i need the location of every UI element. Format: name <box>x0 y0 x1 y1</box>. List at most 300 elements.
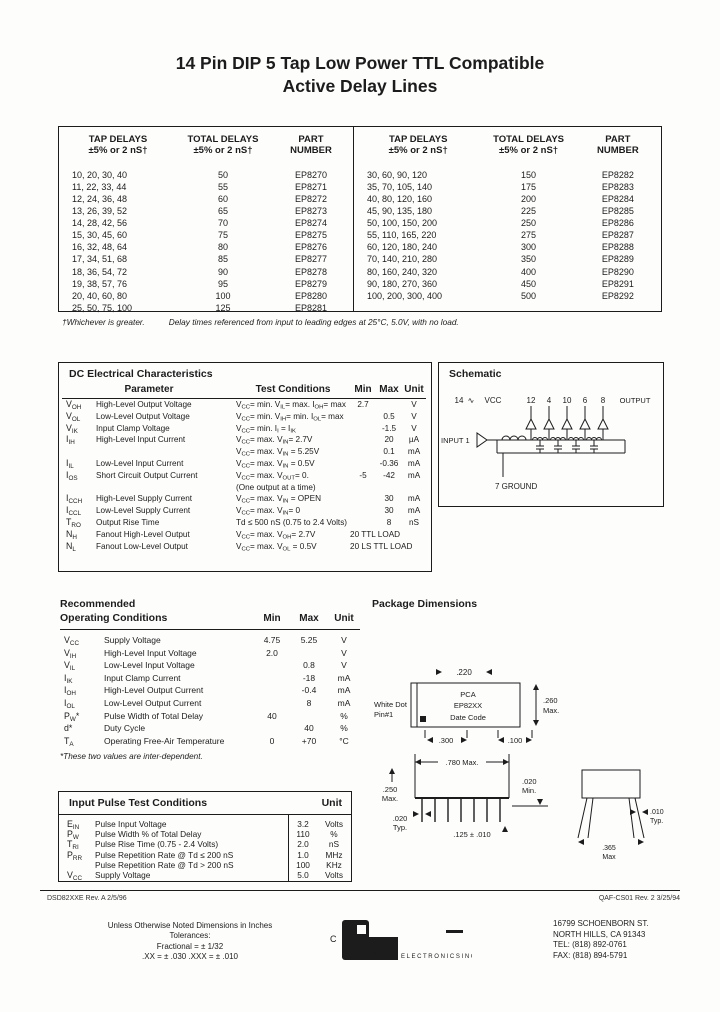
table-cell <box>62 482 96 494</box>
table-cell: Supply Voltage <box>104 635 161 645</box>
table-cell: 100 <box>215 290 231 301</box>
dim-standoff: .020 <box>522 777 537 786</box>
table-cell: mA <box>337 697 351 708</box>
table-cell: $N_H$ <box>66 528 77 541</box>
table-row <box>62 423 426 435</box>
table-cell <box>254 659 290 672</box>
ground-label: 7 GROUND <box>495 482 538 491</box>
schematic-panel <box>438 362 664 507</box>
table-cell: 225 <box>521 206 537 217</box>
table-cell: 2.7 <box>357 400 369 409</box>
table-cell <box>96 482 236 494</box>
table-row <box>62 446 426 458</box>
table-cell: 95 <box>217 278 228 289</box>
table-row <box>63 850 347 860</box>
logo-dash <box>446 930 463 933</box>
table-cell: 5.0 <box>297 870 309 881</box>
table-cell: 35, 70, 105, 140 <box>367 181 433 192</box>
table-cell: -1.5 <box>381 423 397 433</box>
logo-ca-text: CA <box>364 941 389 960</box>
rec-footnote: *These two values are inter-dependent. <box>60 752 203 761</box>
table-cell <box>350 411 376 423</box>
table-row <box>60 647 360 660</box>
table-cell: $I_{IH}$ <box>66 434 75 447</box>
dc-table <box>62 384 426 552</box>
doc-number-right: QAF-CS01 Rev. 2 3/25/94 <box>598 895 680 902</box>
table-cell: Pulse Width of Total Delay <box>104 710 204 721</box>
dim-body-height: .250 <box>382 785 398 794</box>
table-cell: mA <box>407 447 421 457</box>
table-cell: mA <box>337 672 351 683</box>
dim-length: .780 Max. <box>445 758 479 767</box>
table-cell: d* <box>64 723 73 734</box>
table-cell: V <box>411 400 417 409</box>
table-cell: EP8271 <box>294 181 328 192</box>
table-cell: EP8270 <box>294 169 328 180</box>
table-cell: EP8286 <box>601 218 634 229</box>
table-cell <box>350 505 376 517</box>
footnote-dagger: †Whichever is greater. <box>62 317 145 327</box>
table-cell: $V_{CC}= \max$. $V_{OUT}= 0$. <box>236 470 309 482</box>
col-header-min: Min <box>350 384 376 399</box>
table-row <box>62 434 426 446</box>
table-row <box>354 278 661 290</box>
table-cell <box>350 434 376 446</box>
table-cell: 16, 32, 48, 64 <box>72 242 128 253</box>
table-cell: 70, 140, 210, 280 <box>367 254 438 265</box>
table-cell: Low-Level Output Current <box>104 697 202 708</box>
table-cell: EP8288 <box>601 242 634 253</box>
table-cell: 275 <box>521 230 537 241</box>
table-cell: $V_{CC}= \max$. $V_{OH}= 2.7V$ <box>236 529 316 541</box>
table-row <box>59 193 353 205</box>
table-cell <box>376 482 402 494</box>
table-cell <box>254 672 290 685</box>
table-cell <box>350 423 376 435</box>
table-cell: $V_{IL}$ <box>64 660 76 672</box>
table-cell: Supply Voltage <box>95 870 151 881</box>
table-row <box>354 181 661 193</box>
table-cell: $P_{RR}$ <box>67 849 83 862</box>
col-header-unit: Unit <box>321 797 342 809</box>
vcc-label: VCC <box>484 396 502 405</box>
table-cell: High-Level Output Voltage <box>96 400 192 409</box>
table-cell <box>96 446 236 458</box>
table-cell: $T_{RI}$ <box>67 839 79 852</box>
table-row <box>59 266 353 278</box>
table-cell: V <box>411 411 417 421</box>
table-row <box>62 517 426 529</box>
input-label: INPUT 1 <box>441 436 470 445</box>
table-row <box>354 266 661 278</box>
table-cell: 150 <box>521 169 537 180</box>
table-cell: EP8273 <box>294 206 328 217</box>
table-cell: Low-Level Input Current <box>96 458 184 468</box>
table-row <box>60 684 360 697</box>
table-cell <box>254 697 290 710</box>
table-row <box>354 169 661 181</box>
package-drawing <box>372 614 672 890</box>
pkg-marking-line1: PCA <box>460 690 476 699</box>
table-row <box>62 470 426 482</box>
table-row <box>59 229 353 241</box>
table-row <box>59 253 353 265</box>
schematic-title: Schematic <box>449 368 502 380</box>
input-pulse-test-conditions-panel <box>58 791 352 882</box>
tap-pin-label: 8 <box>600 396 606 405</box>
table-cell: +70 <box>301 735 317 746</box>
table-cell: 175 <box>521 181 537 192</box>
table-row <box>60 634 360 647</box>
table-cell: $V_{CC}= \min$. $I_I = I_{IK}$ <box>236 423 296 435</box>
table-cell: 90 <box>217 266 228 277</box>
table-cell: $N_L$ <box>66 540 76 553</box>
table-cell: 0.1 <box>383 447 395 457</box>
table-cell: 55, 110, 165, 220 <box>367 230 437 241</box>
table-cell: -42 <box>383 470 395 480</box>
part-selection-tables <box>58 126 662 312</box>
table-row <box>354 290 661 302</box>
table-cell: 60, 120, 180, 240 <box>367 242 438 253</box>
table-row <box>62 458 426 470</box>
table-cell: 200 <box>521 193 537 204</box>
pin1-label-line1: White Dot <box>374 700 407 709</box>
tolerance-note: Unless Otherwise Noted Dimensions in Inches Tolerances: Fractional = ± 1/32 .XX = ± .030 .XXX = ± .010 <box>107 921 273 962</box>
table-cell: Input Clamp Voltage <box>96 423 170 433</box>
table-cell: $E_{IN}$ <box>67 819 80 831</box>
col-header-test-conditions: Test Conditions <box>236 384 350 399</box>
table-cell: $V_{CC}= \min$. $V_{IL}= \max$. $I_{OH}= \max$ <box>236 400 346 411</box>
table-cell: 3.2 <box>297 819 309 829</box>
table-row <box>59 302 353 314</box>
table-cell: 20 TTL LOAD <box>350 529 401 539</box>
recommended-operating-conditions-panel <box>60 597 360 747</box>
table-cell: 8 <box>386 517 392 527</box>
table-cell: EP8291 <box>601 278 634 289</box>
tap-pin-label: 10 <box>562 396 572 405</box>
table-row <box>59 290 353 302</box>
table-row <box>354 193 661 205</box>
table-cell: $V_{IH}$ <box>64 647 77 660</box>
table-cell <box>402 529 426 541</box>
table-cell: 8 <box>306 697 312 708</box>
table-cell: °C <box>339 735 349 746</box>
col-header-min: Min <box>263 613 281 624</box>
schematic-drawing <box>439 389 663 501</box>
header-rule <box>59 814 351 815</box>
table-cell: $I_{OL}$ <box>64 697 75 710</box>
table-cell: nS <box>328 839 340 850</box>
table-cell: -5 <box>359 470 367 480</box>
table-cell: Output Rise Time <box>96 517 160 527</box>
table-row <box>59 205 353 217</box>
dim-lead-width-qual: Typ. <box>392 823 408 832</box>
table-cell: mA <box>407 470 421 480</box>
table-cell: MHz <box>325 849 343 860</box>
tap-pin-label: 6 <box>582 396 588 405</box>
table-cell: Volts <box>325 819 343 829</box>
table-cell: $V_{CC}= \max$. $V_{IN}= 0$ <box>236 506 301 517</box>
col-header-max: Max <box>299 613 319 624</box>
table-cell: Pulse Input Voltage <box>95 819 167 829</box>
table-row <box>62 529 426 541</box>
table-cell: 5.25 <box>300 635 318 645</box>
table-row <box>62 411 426 423</box>
rec-section-title: Recommended Operating Conditions <box>60 598 168 625</box>
delay-table-header <box>354 130 661 169</box>
footnote-text: Delay times referenced from input to leading edges at 25°C, 5.0V, with no load. <box>168 317 459 327</box>
table-row <box>60 710 360 723</box>
table-cell: mA <box>337 685 351 696</box>
col-header-tap-delays: TAP DELAYS ±5% or 2 nS† <box>88 134 148 157</box>
table-cell: % <box>340 710 348 721</box>
table-cell: 100, 200, 300, 400 <box>367 290 443 301</box>
table-cell: 40 <box>304 723 314 734</box>
table-cell: $V_{CC}= \max$. $V_{IN}= 2.7V$ <box>236 435 313 447</box>
pkg-marking-line3: Date Code <box>450 713 486 722</box>
dim-lead-thickness: .010 <box>650 809 664 816</box>
table-row <box>62 482 426 494</box>
copyright-mark: C <box>330 934 337 944</box>
table-cell <box>254 684 290 697</box>
table-cell: 80 <box>217 242 228 253</box>
doc-number-left: DSD82XXE Rev. A 2/5/96 <box>47 895 127 902</box>
capacitor-symbols <box>536 440 598 453</box>
dim-lead-width: .020 <box>392 814 408 823</box>
table-cell: EP8284 <box>601 193 634 204</box>
dc-section-title: DC Electrical Characteristics <box>69 368 213 380</box>
col-header-part-number: PART NUMBER <box>597 134 639 157</box>
table-cell: 25, 50, 75, 100 <box>72 302 133 313</box>
col-header-part-number: PART NUMBER <box>290 134 332 157</box>
table-cell: mA <box>407 458 421 468</box>
table-cell: Duty Cycle <box>104 723 146 734</box>
table-cell: $P_W$ <box>67 829 79 841</box>
dim-lead-length: .125 ± .010 <box>453 830 491 839</box>
table-cell: V <box>341 635 347 645</box>
table-cell: 30 <box>384 506 394 516</box>
col-header-total-delays: TOTAL DELAYS ±5% or 2 nS† <box>493 134 565 157</box>
table-cell: 45, 90, 135, 180 <box>367 206 433 217</box>
table-cell: 110 <box>296 829 310 840</box>
table-cell: Pulse Repetition Rate @ Td > 200 nS <box>95 859 234 870</box>
table-cell: Volts <box>325 870 343 881</box>
table-cell: High-Level Input Current <box>96 435 186 445</box>
table-row <box>59 278 353 290</box>
table-cell: EP8274 <box>294 218 328 229</box>
company-address <box>553 919 649 961</box>
table-cell: 13, 26, 39, 52 <box>72 206 128 217</box>
table-cell: Pulse Rise Time (0.75 - 2.4 Volts) <box>95 839 219 850</box>
table-cell: 75 <box>217 230 228 241</box>
table-cell: $I_{OH}$ <box>64 685 76 698</box>
table-cell: -0.4 <box>301 685 317 696</box>
table-cell: 60 <box>217 193 228 204</box>
table-cell: 12, 24, 36, 48 <box>72 193 128 204</box>
table-row <box>60 722 360 735</box>
title-line1: 14 Pin DIP 5 Tap Low Power TTL Compatible <box>175 53 545 73</box>
table-cell: EP8278 <box>294 266 328 277</box>
table-row <box>63 870 347 880</box>
table-cell: 11, 22, 33, 44 <box>72 181 127 192</box>
dim-lead-thickness-qual: Typ. <box>650 818 664 825</box>
table-row <box>63 860 347 870</box>
pin-14-label: 14 <box>454 396 464 405</box>
table-row <box>59 169 353 181</box>
table-row <box>60 697 360 710</box>
table-row <box>354 217 661 229</box>
table-cell: 450 <box>521 278 537 289</box>
table-row <box>354 241 661 253</box>
table-cell <box>62 446 96 458</box>
table-cell: $I_{OS}$ <box>66 469 78 482</box>
table-cell: $V_{CC}$ <box>67 870 83 882</box>
table-cell: 300 <box>521 242 537 253</box>
table-cell: mA <box>407 506 421 516</box>
table-cell: 2.0 <box>266 647 278 658</box>
table-cell: $V_{OL}$ <box>66 410 81 423</box>
dim-end-width: .365 <box>602 845 616 852</box>
table-cell: High-Level Supply Current <box>96 494 193 504</box>
table-row <box>59 217 353 229</box>
table-cell: 20, 40, 60, 80 <box>72 290 128 301</box>
table-cell: 100 <box>296 859 310 870</box>
table-cell: V <box>341 660 347 671</box>
table-cell: EP8289 <box>601 254 634 265</box>
table-cell: EP8281 <box>294 302 328 313</box>
table-cell: EP8275 <box>294 230 328 241</box>
address-street: 16799 SCHOENBORN ST. <box>553 919 649 928</box>
table-cell: EP8285 <box>601 206 634 217</box>
table-cell <box>254 722 290 735</box>
table-cell: EP8292 <box>601 290 634 301</box>
table-cell: 125 <box>215 302 231 313</box>
pkg-section-title: Package Dimensions <box>372 598 478 610</box>
page-title <box>0 52 720 98</box>
table-row <box>62 493 426 505</box>
table-row <box>62 505 426 517</box>
table-cell: 10, 20, 30, 40 <box>72 169 128 180</box>
table-cell: 50 <box>217 169 228 180</box>
table-cell: $V_{CC}$ <box>64 635 80 647</box>
table-row <box>354 229 661 241</box>
table-cell: EP8290 <box>601 266 634 277</box>
table-row <box>62 399 426 411</box>
table-cell: $V_{OH}$ <box>66 399 82 411</box>
table-cell: 4.75 <box>263 635 281 645</box>
table-cell: % <box>330 829 338 840</box>
table-cell: EP8272 <box>294 193 328 204</box>
table-cell: Td ≤ 500 nS (0.75 to 2.4 Volts) <box>236 517 348 527</box>
logo-subtext: E L E C T R O N I C S I N C . <box>401 954 472 960</box>
dim-standoff-qual: Min. <box>522 786 537 795</box>
table-cell <box>350 493 376 505</box>
delay-table-left <box>59 127 353 311</box>
dim-body-height-qual: Max. <box>381 794 399 803</box>
table-row <box>60 735 360 748</box>
dim-body-width-qual: Max. <box>543 706 560 715</box>
table-cell: $V_{CC}= \max$. $V_{IN} = 5.25V$ <box>236 447 320 458</box>
table-cell: EP8276 <box>294 242 328 253</box>
pin1-dot-marker <box>420 716 426 722</box>
table-cell: -0.36 <box>379 458 399 468</box>
table-cell: 0.5 <box>383 411 395 421</box>
table-cell: -18 <box>302 672 316 683</box>
dim-end-width-qual: Max <box>602 854 616 861</box>
table-cell: 85 <box>217 254 228 265</box>
table-cell: High-Level Input Voltage <box>104 647 197 658</box>
table-row <box>354 253 661 265</box>
table-cell: $T_{RO}$ <box>66 516 81 529</box>
table-cell: $I_{IK}$ <box>64 672 73 685</box>
pkg-marking-line2: EP82XX <box>453 701 483 710</box>
table-cell: Pulse Repetition Rate @ Td ≤ 200 nS <box>95 849 234 860</box>
table-cell: Fanout High-Level Output <box>96 529 190 539</box>
col-header-tap-delays: TAP DELAYS ±5% or 2 nS† <box>388 134 448 157</box>
table-cell: V <box>341 647 347 658</box>
table-cell: 18, 36, 54, 72 <box>72 266 128 277</box>
table-cell: High-Level Output Current <box>104 685 204 696</box>
ac-symbol: ∿ <box>467 396 475 405</box>
delay-table-header <box>59 130 353 169</box>
table-cell: 50, 100, 150, 200 <box>367 218 438 229</box>
table-cell: (One output at a time) <box>236 482 316 492</box>
table-cell <box>290 647 328 660</box>
title-line2: Active Delay Lines <box>282 75 438 96</box>
table-cell: $V_{CC}= \max$. $V_{IN} = 0.5V$ <box>236 458 315 470</box>
table-cell <box>402 482 426 494</box>
table-cell: EP8282 <box>601 169 634 180</box>
address-tel: TEL: (818) 892-0761 <box>553 940 627 950</box>
table-cell: Operating Free-Air Temperature <box>104 735 225 746</box>
col-header-max: Max <box>376 384 402 399</box>
table-cell: EP8277 <box>294 254 328 265</box>
table-row <box>354 205 661 217</box>
dim-row-spacing: .300 <box>438 736 454 745</box>
table-cell <box>376 399 402 411</box>
tap-pin-label: 12 <box>526 396 536 405</box>
table-cell: 30 <box>384 494 394 504</box>
table-cell: 0.8 <box>303 660 315 671</box>
table-cell: Fanout Low-Level Output <box>96 541 188 551</box>
table-cell: 17, 34, 51, 68 <box>72 254 128 265</box>
table-cell: Pulse Width % of Total Delay <box>95 829 202 840</box>
table-cell: 30, 60, 90, 120 <box>367 169 428 180</box>
pulse-table <box>63 819 347 880</box>
table-cell <box>350 458 376 470</box>
table-cell: Input Clamp Current <box>104 672 181 683</box>
table-row <box>62 541 426 553</box>
table-cell <box>350 482 376 494</box>
table-row <box>60 659 360 672</box>
table-cell: Short Circuit Output Current <box>96 470 198 480</box>
table-cell: Low-Level Output Voltage <box>96 411 190 421</box>
table-cell: 0 <box>269 735 275 746</box>
table-cell: 80, 160, 240, 320 <box>367 266 438 277</box>
table-cell: 400 <box>521 266 537 277</box>
table-cell: nS <box>409 517 420 527</box>
table-cell: 350 <box>521 254 537 265</box>
table-cell: 14, 28, 42, 56 <box>72 218 128 229</box>
table-cell: EP8287 <box>601 230 634 241</box>
dim-top-width: .220 <box>456 668 472 677</box>
table-row <box>59 241 353 253</box>
table-cell: 20 LS TTL LOAD <box>350 541 413 551</box>
rec-table <box>60 634 360 747</box>
tap-pin-label: 4 <box>546 396 552 405</box>
table-cell: EP8279 <box>294 278 328 289</box>
table-cell: Low-Level Supply Current <box>96 506 191 516</box>
